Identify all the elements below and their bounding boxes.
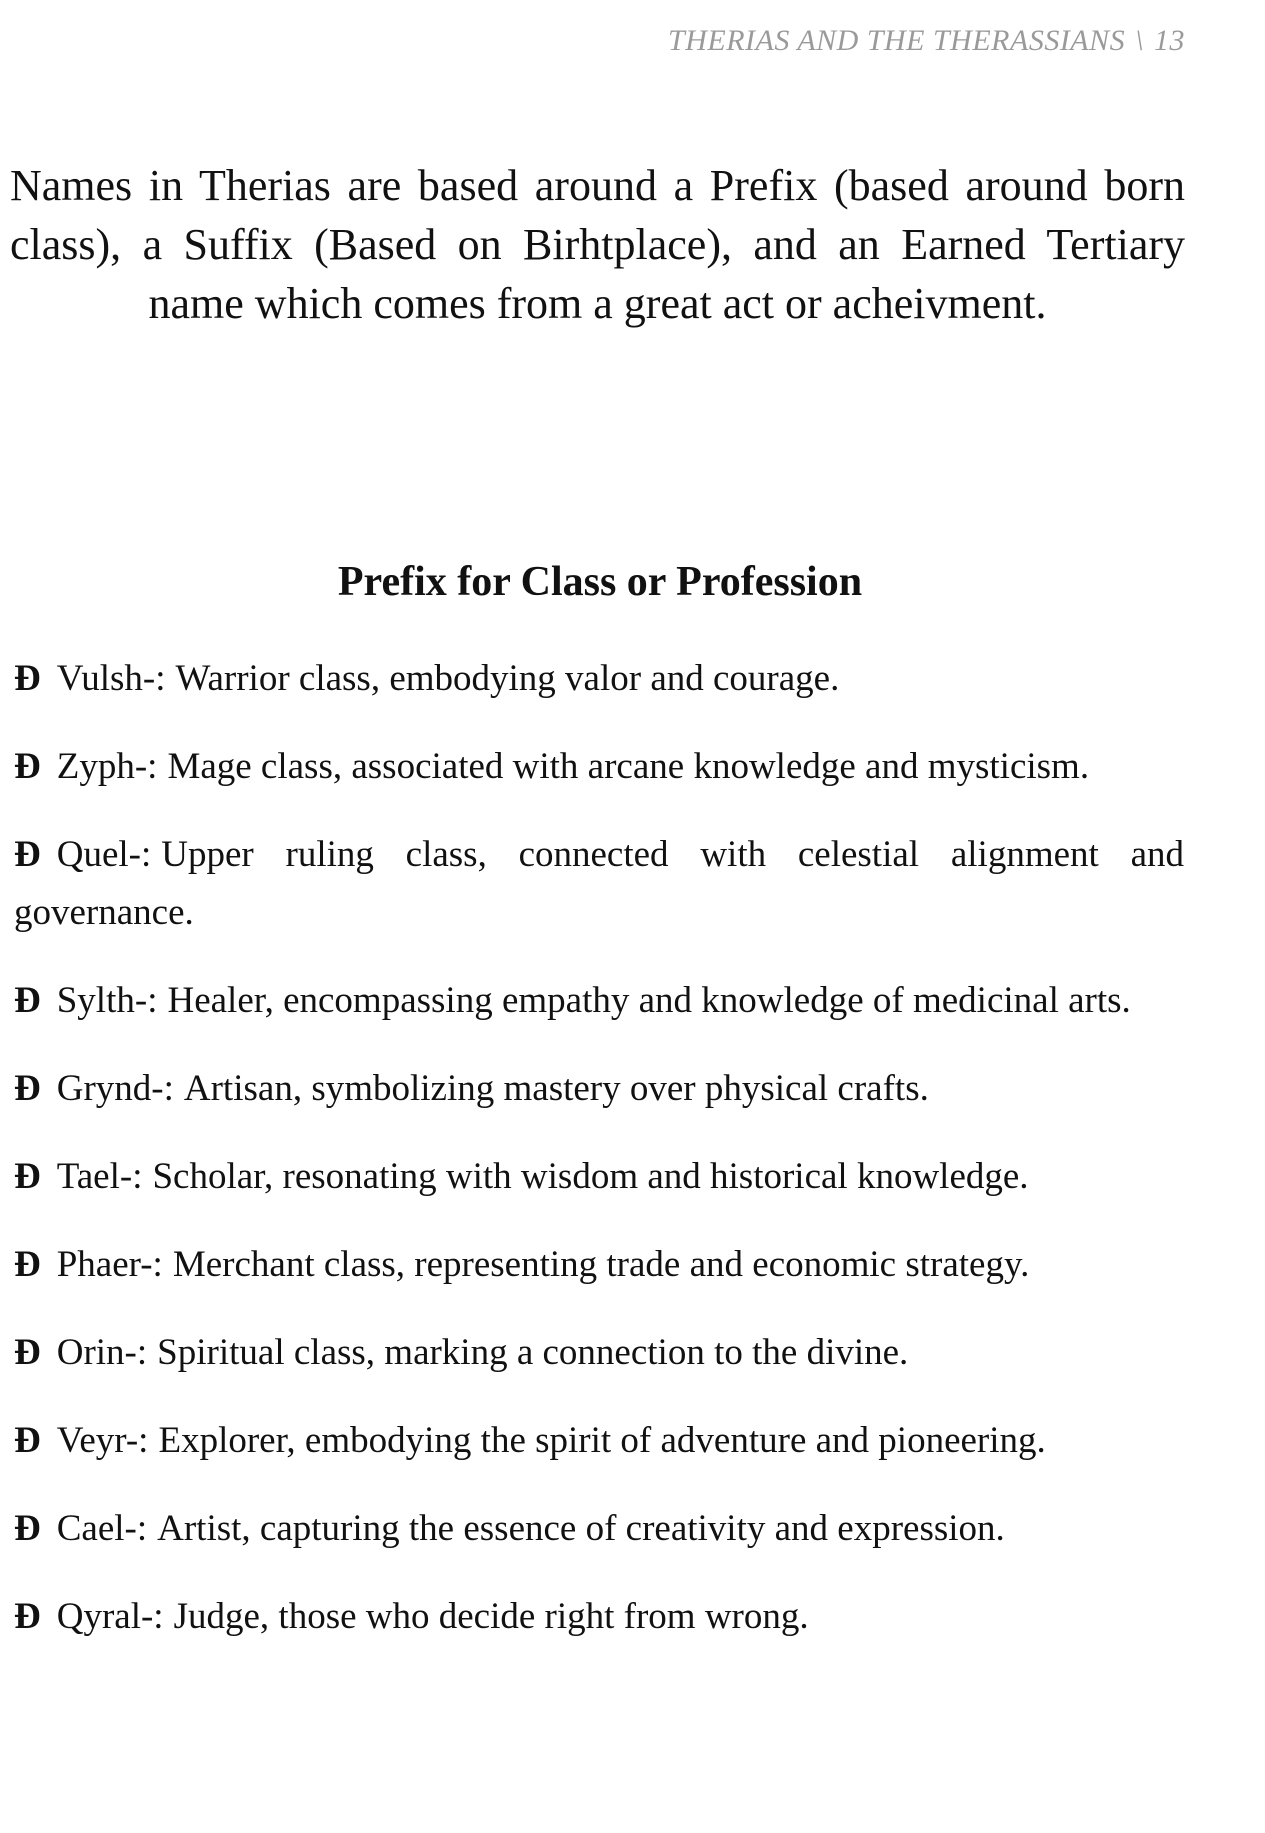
prefix-item — [14, 1060, 1184, 1118]
prefix-item — [14, 1236, 1184, 1294]
prefix-item — [14, 1148, 1184, 1206]
header-separator: \ — [1135, 24, 1144, 57]
prefix-term: Qyral-: — [56, 1596, 164, 1637]
prefix-description: Artist, capturing the essence of creativity and expression. — [157, 1508, 1005, 1549]
prefix-description: Merchant class, representing trade and economic strategy. — [172, 1244, 1030, 1285]
prefix-description: Warrior class, embodying valor and courage. — [175, 658, 840, 699]
bullet-symbol: Ð — [14, 834, 41, 875]
prefix-term: Cael-: — [56, 1508, 148, 1549]
prefix-description: Spiritual class, marking a connection to the divine. — [157, 1332, 909, 1373]
prefix-item — [14, 650, 1184, 708]
prefix-description: Judge, those who decide right from wrong. — [173, 1596, 809, 1637]
prefix-description: Healer, encompassing empathy and knowledge of medicinal arts. — [167, 980, 1131, 1021]
bullet-symbol: Ð — [14, 1332, 41, 1373]
bullet-symbol: Ð — [14, 1244, 41, 1285]
running-title: THERIAS AND THE THERASSIANS — [668, 24, 1126, 57]
prefix-item — [14, 972, 1184, 1030]
prefix-description: Explorer, embodying the spirit of adventure and pioneering. — [158, 1420, 1046, 1461]
bullet-symbol: Ð — [14, 1156, 41, 1197]
prefix-term: Sylth-: — [56, 980, 158, 1021]
prefix-term: Veyr-: — [56, 1420, 149, 1461]
prefix-item — [14, 1412, 1184, 1470]
bullet-symbol: Ð — [14, 746, 41, 787]
prefix-term: Quel-: — [56, 834, 152, 875]
intro-paragraph: Names in Therias are based around a Prefix (based around born class), a Suffix (Based on Birhtplace), and an Earned Tertiary name which comes from a great act or acheivment. — [10, 161, 1185, 328]
prefix-description: Artisan, symbolizing mastery over physical crafts. — [183, 1068, 929, 1109]
prefix-list — [14, 650, 1184, 1676]
prefix-item — [14, 1324, 1184, 1382]
bullet-symbol: Ð — [14, 1508, 41, 1549]
prefix-term: Orin-: — [56, 1332, 148, 1373]
prefix-description: Mage class, associated with arcane knowledge and mysticism. — [167, 746, 1090, 787]
prefix-item — [14, 1500, 1184, 1558]
bullet-symbol: Ð — [14, 1420, 41, 1461]
prefix-item — [14, 826, 1184, 942]
section-title: Prefix for Class or Profession — [337, 559, 863, 605]
prefix-term: Grynd-: — [56, 1068, 174, 1109]
prefix-term: Vulsh-: — [56, 658, 166, 699]
bullet-symbol: Ð — [14, 1596, 41, 1637]
prefix-item — [14, 738, 1184, 796]
prefix-item — [14, 1588, 1184, 1646]
prefix-term: Tael-: — [56, 1156, 143, 1197]
prefix-term: Phaer-: — [56, 1244, 163, 1285]
prefix-description: Scholar, resonating with wisdom and historical knowledge. — [152, 1156, 1029, 1197]
bullet-symbol: Ð — [14, 980, 41, 1021]
running-header — [668, 24, 1185, 58]
page-number: 13 — [1154, 24, 1185, 57]
prefix-term: Zyph-: — [56, 746, 158, 787]
bullet-symbol: Ð — [14, 658, 41, 699]
prefix-description: Upper ruling class, connected with celestial alignment and governance. — [14, 834, 1184, 933]
bullet-symbol: Ð — [14, 1068, 41, 1109]
